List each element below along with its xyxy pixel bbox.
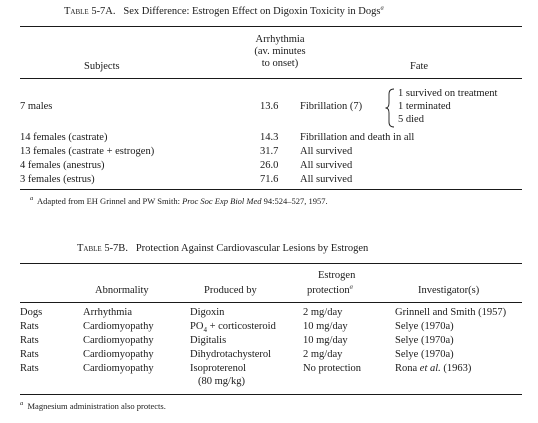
table-a-row-4-fate: All survived bbox=[300, 160, 353, 171]
table-a-row-5-subjects: 3 females (estrus) bbox=[20, 174, 95, 185]
table-b-row-2-abnormality: Cardiomyopathy bbox=[83, 321, 154, 332]
table-a-footnote-ref: 94:524–527, 1957. bbox=[263, 196, 328, 206]
table-b-row-5-abnormality: Cardiomyopathy bbox=[83, 363, 154, 374]
rona-year: (1963) bbox=[443, 363, 472, 374]
table-b-row-2-protection: 10 mg/day bbox=[303, 321, 348, 332]
fate-sub-item-1: 1 survived on treatment bbox=[398, 88, 498, 99]
table-b-row-4-produced-by: Dihydrotachysterol bbox=[190, 349, 272, 360]
header-arrhythmia-line2: (av. minutes bbox=[254, 46, 306, 57]
header-arrhythmia-line3: to onset) bbox=[261, 58, 299, 69]
fate-sub-item-3: 5 died bbox=[398, 114, 424, 125]
table-b-row-1-abnormality: Arrhythmia bbox=[83, 307, 132, 318]
table-b-header-rule bbox=[20, 302, 522, 303]
table-b-row-2-produced-by bbox=[190, 322, 276, 333]
table-b-row-2-species: Rats bbox=[20, 321, 39, 332]
rona-etal: et al. bbox=[419, 363, 441, 374]
table-b-top-rule bbox=[20, 263, 522, 264]
table-b-row-3-produced-by: Digitalis bbox=[190, 335, 227, 346]
table-a-row-2-subjects: 14 females (castrate) bbox=[20, 132, 108, 143]
table-b-row-1-species: Dogs bbox=[20, 307, 43, 318]
table-a-row-4-minutes: 26.0 bbox=[260, 160, 279, 171]
table-b-header-estrogen-line1: Estrogen bbox=[318, 270, 356, 281]
table-a-title bbox=[64, 4, 384, 18]
table-a-title-text: Sex Difference: Estrogen Effect on Digoxin Toxicity in Dogs bbox=[123, 6, 381, 17]
table-a-title-note-marker: a bbox=[380, 4, 384, 12]
table-b-footnote-marker: a bbox=[20, 400, 24, 408]
table-a-row-2-fate: Fibrillation and death in all bbox=[300, 132, 415, 143]
table-b-row-3-protection: 10 mg/day bbox=[303, 335, 348, 346]
table-a-row-1-subjects: 7 males bbox=[20, 101, 53, 112]
header-estrogen-protection: protection bbox=[307, 285, 350, 296]
table-b-row-4-investigator: Selye (1970a) bbox=[395, 349, 454, 360]
table-b-title-label: Table 5-7B. bbox=[77, 243, 128, 254]
table-b-row-5-investigator bbox=[395, 364, 471, 375]
table-b-footnote bbox=[20, 402, 166, 411]
rona-name: Rona bbox=[395, 363, 418, 374]
header-estrogen-marker: a bbox=[349, 283, 353, 291]
table-a-row-3-subjects: 13 females (castrate + estrogen) bbox=[20, 146, 155, 157]
table-b-header-investigators: Investigator(s) bbox=[418, 285, 480, 296]
table-a-header-rule bbox=[20, 78, 522, 79]
table-b-bottom-rule bbox=[20, 394, 522, 395]
table-a-footnote-text: Adapted from EH Grinnel and PW Smith: bbox=[37, 196, 180, 206]
table-a-row-4-subjects: 4 females (anestrus) bbox=[20, 160, 105, 171]
table-b-header-estrogen-line2 bbox=[307, 283, 353, 297]
table-a-bottom-rule bbox=[20, 189, 522, 190]
table-a-footnote-marker: a bbox=[30, 195, 34, 203]
table-b-row-1-protection: 2 mg/day bbox=[303, 307, 343, 318]
table-b-footnote-text: Magnesium administration also protects. bbox=[27, 401, 166, 411]
table-a-footnote bbox=[30, 197, 328, 206]
table-b-row-3-species: Rats bbox=[20, 335, 39, 346]
table-b-row-4-abnormality: Cardiomyopathy bbox=[83, 349, 154, 360]
table-b-row-5-species: Rats bbox=[20, 363, 39, 374]
table-b-header-produced-by: Produced by bbox=[204, 285, 257, 296]
table-b-title bbox=[77, 244, 368, 255]
table-b-row-2-investigator: Selye (1970a) bbox=[395, 321, 454, 332]
table-a-title-label: Table 5-7A. bbox=[64, 6, 116, 17]
header-arrhythmia-line1: Arrhythmia bbox=[255, 34, 305, 45]
fate-brace-icon bbox=[385, 88, 395, 128]
table-b-row-5-dose: (80 mg/kg) bbox=[198, 376, 245, 387]
table-a-row-3-minutes: 31.7 bbox=[260, 146, 279, 157]
table-a-row-2-minutes: 14.3 bbox=[260, 132, 279, 143]
table-b-row-4-species: Rats bbox=[20, 349, 39, 360]
table-a-row-1-fate: Fibrillation (7) bbox=[300, 101, 363, 112]
table-a-header-subjects: Subjects bbox=[84, 61, 120, 72]
table-b-row-3-investigator: Selye (1970a) bbox=[395, 335, 454, 346]
fate-sub-item-2: 1 terminated bbox=[398, 101, 451, 112]
table-b-row-4-protection: 2 mg/day bbox=[303, 349, 343, 360]
po4-subscript: 4 bbox=[203, 326, 207, 335]
table-a-top-rule bbox=[20, 26, 522, 27]
table-b-title-text: Protection Against Cardiovascular Lesions by Estrogen bbox=[135, 243, 369, 254]
table-a-footnote-journal: Proc Soc Exp Biol Med bbox=[182, 196, 262, 206]
po4-suffix: + corticosteroid bbox=[206, 321, 276, 332]
table-a-row-3-fate: All survived bbox=[300, 146, 353, 157]
table-a-header-fate: Fate bbox=[410, 61, 429, 72]
table-b-header-abnormality: Abnormality bbox=[95, 285, 149, 296]
table-b-row-5-protection: No protection bbox=[303, 363, 362, 374]
po4-prefix: PO bbox=[190, 321, 204, 332]
table-b-row-1-investigator: Grinnell and Smith (1957) bbox=[395, 307, 507, 318]
table-a-row-5-minutes: 71.6 bbox=[260, 174, 279, 185]
table-a-row-1-minutes: 13.6 bbox=[260, 101, 279, 112]
table-b-row-5-produced-by: Isoproterenol bbox=[190, 363, 246, 374]
table-b-row-1-produced-by: Digoxin bbox=[190, 307, 225, 318]
table-a-row-5-fate: All survived bbox=[300, 174, 353, 185]
table-a-header-arrhythmia bbox=[240, 34, 320, 70]
table-b-row-3-abnormality: Cardiomyopathy bbox=[83, 335, 154, 346]
